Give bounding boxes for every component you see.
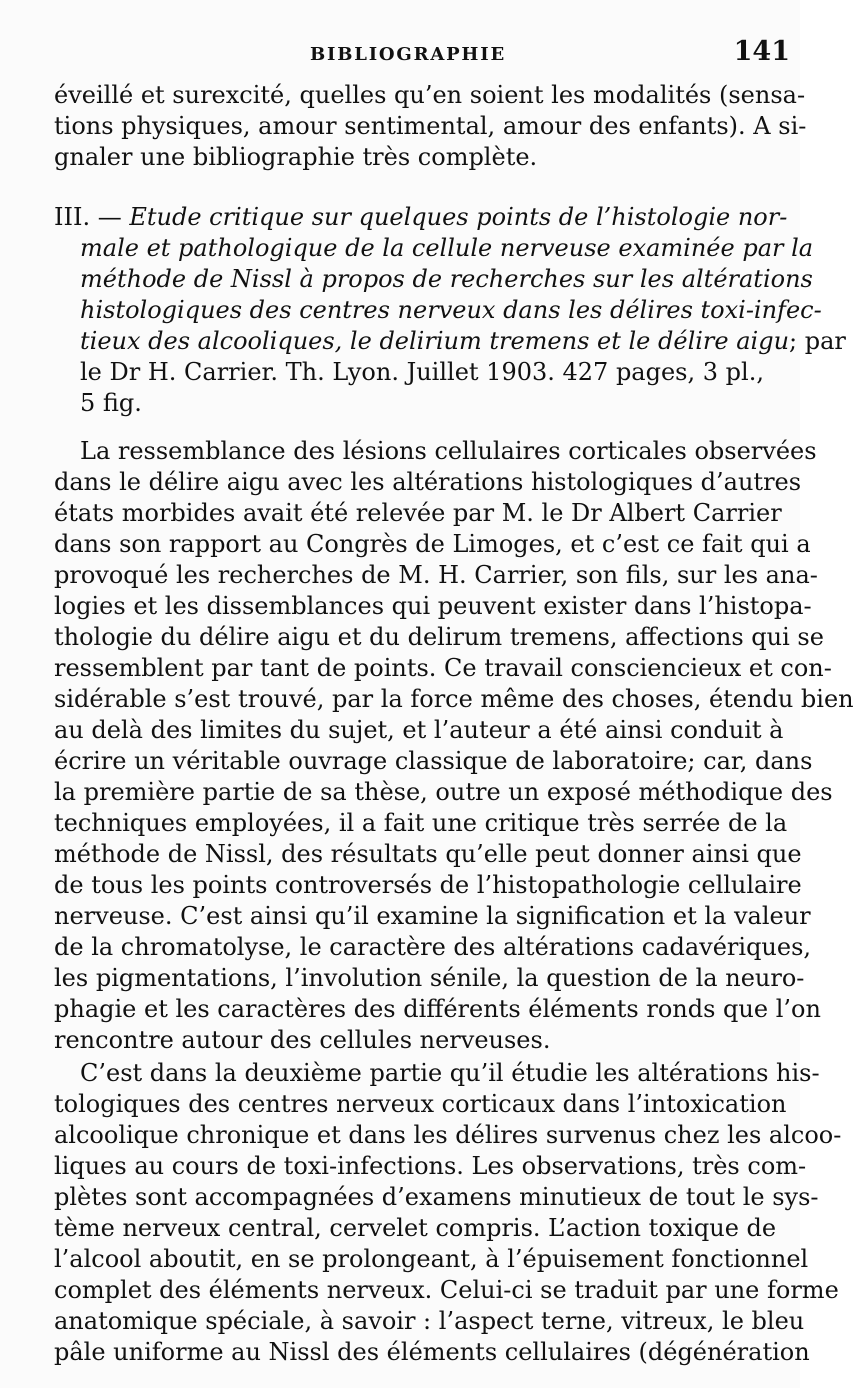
text-line: rencontre autour des cellules nerveuses. xyxy=(54,1026,551,1054)
text-line: tème nerveux central, cervelet compris. L’action toxique de xyxy=(54,1214,777,1242)
text-line: logies et les dissemblances qui peuvent exister dans l’histopa- xyxy=(54,592,812,620)
entry-title-part: Etude critique sur quelques points de l’histologie nor- xyxy=(129,203,788,231)
entry-author-prefix: ; par xyxy=(789,327,846,355)
text-line: plètes sont accompagnées d’examens minutieux de tout le sys- xyxy=(54,1183,819,1211)
running-title: BIBLIOGRAPHIE xyxy=(310,44,506,65)
text-line: les pigmentations, l’involution sénile, la question de la neuro- xyxy=(54,964,805,992)
page-number: 141 xyxy=(733,36,790,67)
text-line: anatomique spéciale, à savoir : l’aspect terne, vitreux, le bleu xyxy=(54,1307,805,1335)
intro-paragraph xyxy=(54,80,807,173)
entry-title-part: tieux des alcooliques, le delirium tremens et le délire aigu xyxy=(80,327,790,355)
text-line: dans son rapport au Congrès de Limoges, et c’est ce fait qui a xyxy=(54,530,811,558)
entry-line: male et pathologique de la cellule nerveuse examinée par la xyxy=(80,234,814,262)
entry-line: histologiques des centres nerveux dans les délires toxi-infec- xyxy=(80,296,822,324)
text-line: provoqué les recherches de M. H. Carrier, son fils, sur les ana- xyxy=(54,561,818,589)
review-paragraph-2 xyxy=(54,1058,842,1368)
text-line: thologie du délire aigu et du delirum tremens, affections qui se xyxy=(54,623,824,651)
text-line: tions physiques, amour sentimental, amour des enfants). A si- xyxy=(54,112,807,140)
entry-number: III. — xyxy=(54,203,130,231)
text-line: de tous les points controversés de l’histopathologie cellulaire xyxy=(54,871,802,899)
text-line: gnaler une bibliographie très complète. xyxy=(54,143,538,171)
bibliography-entry xyxy=(54,202,846,419)
text-line: phagie et les caractères des différents éléments ronds que l’on xyxy=(54,995,821,1023)
text-line: dans le délire aigu avec les altérations histologiques d’autres xyxy=(54,468,802,496)
text-line: C’est dans la deuxième partie qu’il étudie les altérations his- xyxy=(80,1059,820,1087)
text-line: au delà des limites du sujet, et l’auteur a été ainsi conduit à xyxy=(54,716,784,744)
entry-line: méthode de Nissl à propos de recherches sur les altérations xyxy=(80,265,813,293)
text-line: ressemblent par tant de points. Ce travail consciencieux et con- xyxy=(54,654,832,682)
text-line: écrire un véritable ouvrage classique de laboratoire; car, dans xyxy=(54,747,813,775)
text-line: la première partie de sa thèse, outre un exposé méthodique des xyxy=(54,778,833,806)
entry-line xyxy=(54,202,788,233)
text-line: alcoolique chronique et dans les délires survenus chez les alcoo- xyxy=(54,1121,842,1149)
entry-line xyxy=(54,326,846,357)
text-line: de la chromatolyse, le caractère des altérations cadavériques, xyxy=(54,933,812,961)
text-line: méthode de Nissl, des résultats qu’elle peut donner ainsi que xyxy=(54,840,802,868)
text-line: sidérable s’est trouvé, par la force même des choses, étendu bien xyxy=(54,685,854,713)
text-line: l’alcool aboutit, en se prolongeant, à l’épuisement fonctionnel xyxy=(54,1245,809,1273)
entry-line: 5 fig. xyxy=(80,389,142,417)
text-line: La ressemblance des lésions cellulaires corticales observées xyxy=(80,437,817,465)
text-line: complet des éléments nerveux. Celui-ci se traduit par une forme xyxy=(54,1276,839,1304)
text-line: techniques employées, il a fait une critique très serrée de la xyxy=(54,809,788,837)
text-line: éveillé et surexcité, quelles qu’en soient les modalités (sensa- xyxy=(54,81,806,109)
review-paragraph-1 xyxy=(54,436,854,1056)
text-line: liques au cours de toxi-infections. Les observations, très com- xyxy=(54,1152,807,1180)
text-line: tologiques des centres nerveux corticaux dans l’intoxication xyxy=(54,1090,787,1118)
text-line: états morbides avait été relevée par M. le Dr Albert Carrier xyxy=(54,499,782,527)
text-line: nerveuse. C’est ainsi qu’il examine la signification et la valeur xyxy=(54,902,811,930)
text-line: pâle uniforme au Nissl des éléments cellulaires (dégénération xyxy=(54,1338,810,1366)
entry-line: le Dr H. Carrier. Th. Lyon. Juillet 1903. 427 pages, 3 pl., xyxy=(80,358,764,386)
running-header xyxy=(54,36,790,70)
